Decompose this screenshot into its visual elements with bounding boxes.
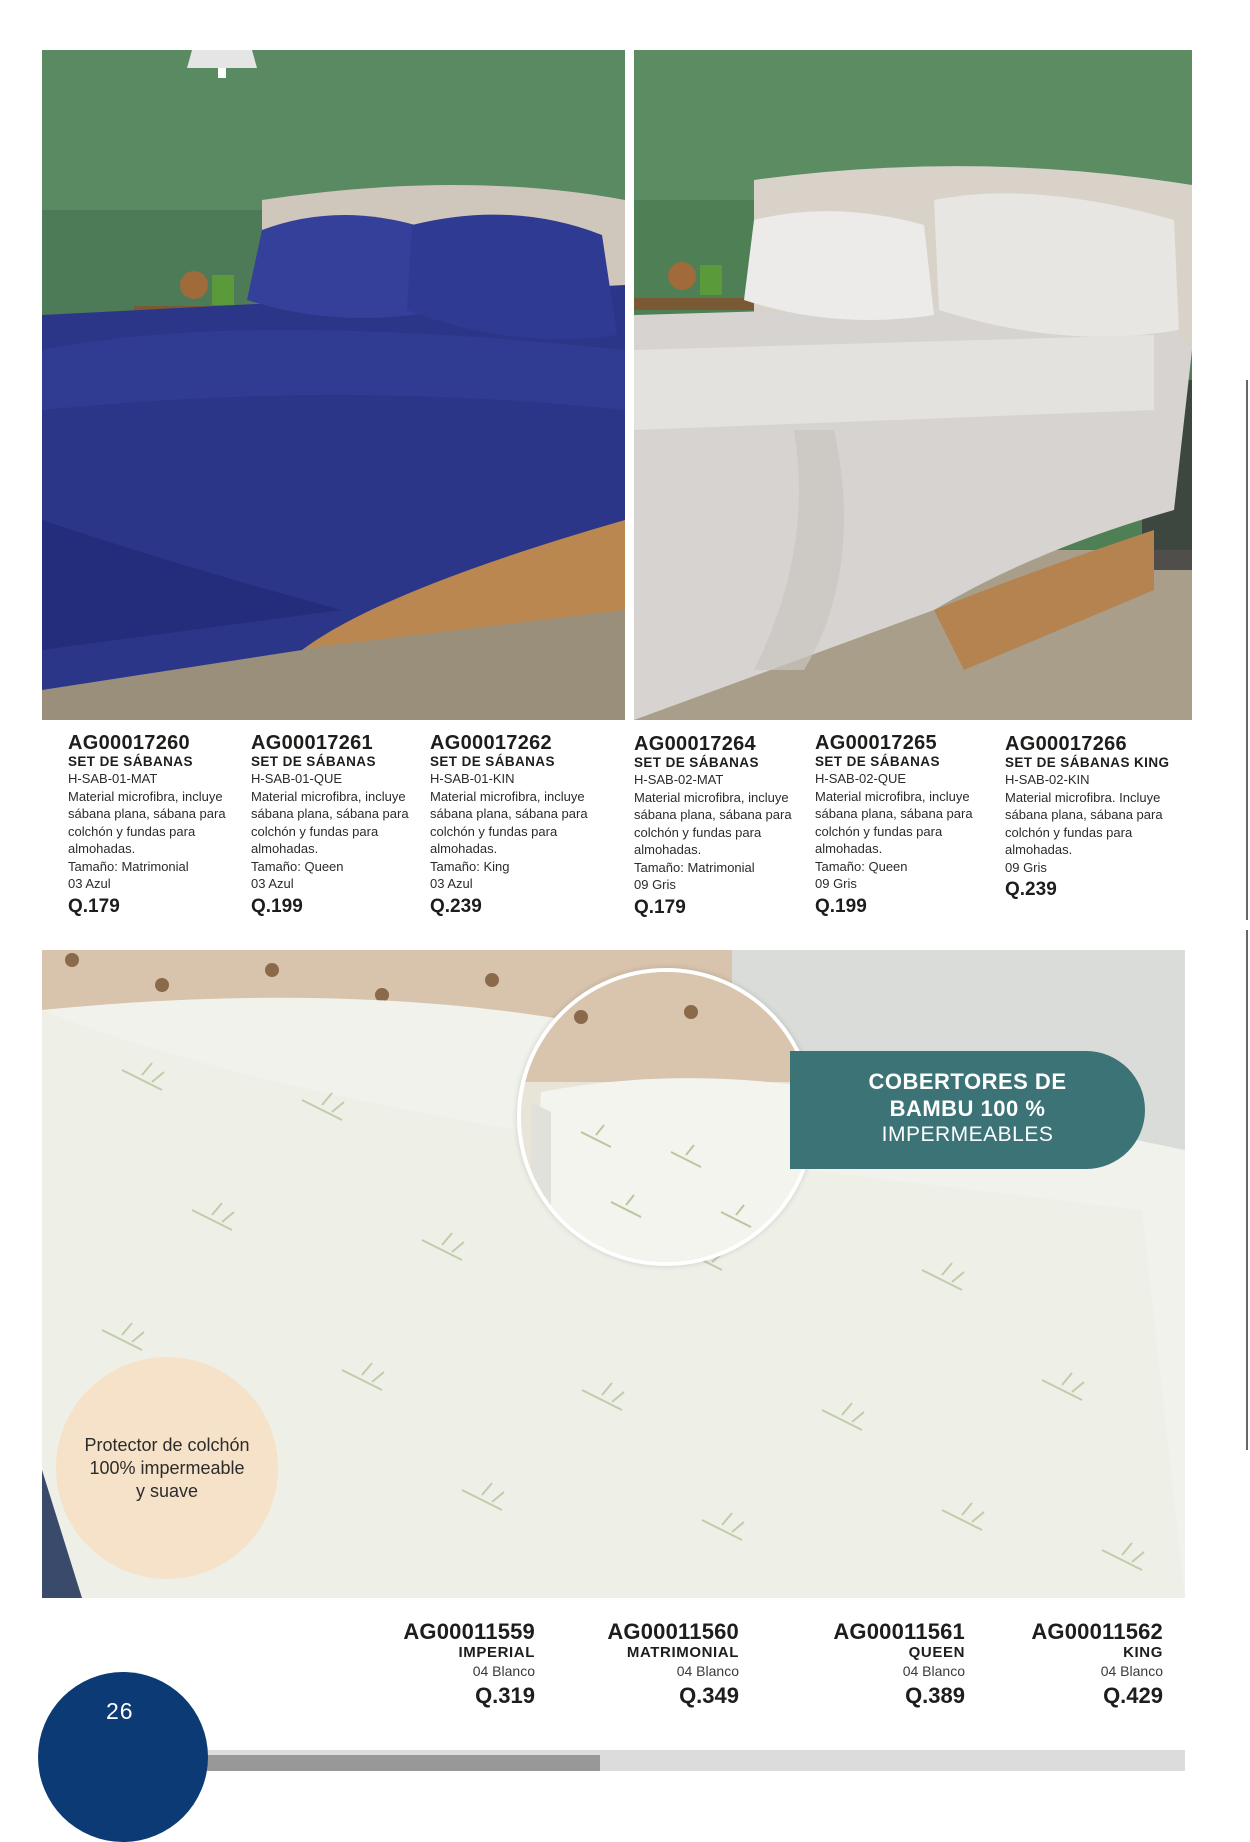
product-sheet-set-5 (815, 732, 993, 918)
product-desc-line: colchón y fundas para (1005, 824, 1133, 840)
product-color: 04 Blanco (472, 1663, 535, 1679)
product-desc-line: almohadas. (815, 841, 883, 856)
product-size: Tamaño: King (430, 858, 510, 874)
product-code: AG00017262 (430, 732, 552, 754)
product-color: 03 Azul (68, 876, 111, 891)
product-size: Tamaño: Matrimonial (634, 859, 755, 875)
product-code: AG00011559 (403, 1619, 535, 1644)
product-sku: H-SAB-01-KIN (430, 771, 515, 786)
product-price: Q.319 (475, 1683, 535, 1708)
product-sku: H-SAB-02-QUE (815, 771, 907, 786)
product-name: IMPERIAL (458, 1644, 535, 1661)
product-protector-2 (569, 1620, 739, 1710)
product-code: AG00017266 (1005, 733, 1127, 755)
product-sku: H-SAB-01-MAT (68, 771, 158, 786)
photo-grey-sheet-set (634, 50, 1192, 720)
product-code: AG00011560 (607, 1619, 739, 1644)
product-desc-line: sábana plana, sábana para (815, 806, 973, 821)
page-number-badge (38, 1672, 208, 1842)
product-sheet-set-1 (68, 732, 246, 918)
product-desc-line: Material microfibra, incluye (815, 788, 970, 804)
product-price: Q.349 (679, 1683, 739, 1708)
product-sheet-set-3 (430, 732, 608, 918)
product-name: QUEEN (908, 1644, 965, 1661)
banner-line-1: COBERTORES DE (868, 1069, 1067, 1094)
product-price: Q.239 (430, 895, 482, 917)
promo-banner (790, 1051, 1145, 1169)
product-size: Tamaño: Queen (251, 858, 344, 874)
product-price: Q.179 (68, 895, 120, 917)
product-desc-line: sábana plana, sábana para (251, 806, 409, 821)
product-price: Q.199 (251, 895, 303, 917)
photo-blue-sheet-set (42, 50, 625, 720)
product-desc-line: almohadas. (634, 842, 702, 857)
product-sheet-set-4 (634, 733, 812, 919)
product-code: AG00017260 (68, 732, 190, 754)
page-number: 26 (106, 1698, 134, 1724)
product-sheet-set-2 (251, 732, 429, 918)
product-desc-line: almohadas. (430, 841, 498, 856)
product-color: 04 Blanco (902, 1663, 965, 1679)
product-code: AG00017261 (251, 732, 373, 754)
product-desc-line: almohadas. (68, 841, 136, 856)
product-name: KING (1123, 1644, 1163, 1661)
product-desc-line: sábana plana, sábana para (430, 806, 588, 821)
product-color: 09 Gris (815, 876, 857, 891)
product-sku: H-SAB-02-MAT (634, 772, 724, 787)
product-sku: H-SAB-01-QUE (251, 771, 343, 786)
inset-protector-closeup (517, 968, 815, 1266)
product-desc-line: colchón y fundas para (68, 823, 196, 839)
feature-badge (56, 1357, 278, 1579)
product-name: SET DE SÁBANAS (251, 754, 376, 769)
product-desc-line: Material microfibra, incluye (251, 788, 406, 804)
product-name: SET DE SÁBANAS KING (1005, 755, 1170, 770)
badge-line-3: y suave (135, 1480, 199, 1501)
product-sheet-set-6 (1005, 733, 1195, 901)
product-price: Q.389 (905, 1683, 965, 1708)
product-desc-line: Material microfibra, incluye (430, 788, 585, 804)
product-price: Q.199 (815, 895, 867, 917)
product-desc-line: sábana plana, sábana para (68, 806, 226, 821)
product-desc-line: colchón y fundas para (430, 823, 558, 839)
badge-line-2: 100% impermeable (89, 1457, 245, 1478)
product-size: Tamaño: Queen (815, 858, 908, 874)
bottom-photo-strip-shadow (200, 1755, 600, 1771)
product-desc-line: sábana plana, sábana para (634, 807, 792, 822)
product-desc-line: colchón y fundas para (251, 823, 379, 839)
product-desc-line: almohadas. (251, 841, 319, 856)
product-protector-3 (795, 1620, 965, 1710)
product-color: 09 Gris (1005, 859, 1047, 875)
page-edge-rule (1246, 380, 1248, 920)
page-edge-rule (1246, 930, 1248, 1450)
banner-line-2: BAMBU 100 % (889, 1096, 1046, 1121)
product-desc-line: Material microfibra, incluye (634, 789, 789, 805)
product-color: 03 Azul (430, 876, 473, 891)
product-name: SET DE SÁBANAS (430, 754, 555, 769)
product-sku: H-SAB-02-KIN (1005, 772, 1090, 787)
product-color: 09 Gris (634, 877, 676, 892)
product-code: AG00011561 (833, 1619, 965, 1644)
product-desc-line: colchón y fundas para (815, 823, 943, 839)
product-code: AG00011562 (1031, 1619, 1163, 1644)
product-desc-line: sábana plana, sábana para (1005, 807, 1163, 822)
product-code: AG00017264 (634, 733, 756, 755)
product-size: Tamaño: Matrimonial (68, 858, 189, 874)
product-color: 03 Azul (251, 876, 294, 891)
product-name: SET DE SÁBANAS (815, 754, 940, 769)
badge-line-1: Protector de colchón (84, 1434, 250, 1455)
product-price: Q.429 (1103, 1683, 1163, 1708)
product-protector-4 (993, 1620, 1163, 1710)
product-name: SET DE SÁBANAS (634, 755, 759, 770)
product-desc-line: almohadas. (1005, 842, 1073, 857)
product-desc-line: Material microfibra, incluye (68, 788, 223, 804)
product-color: 04 Blanco (1100, 1663, 1163, 1679)
banner-line-3: IMPERMEABLES (881, 1123, 1054, 1146)
product-price: Q.179 (634, 896, 686, 918)
product-price: Q.239 (1005, 879, 1057, 900)
product-desc-line: Material microfibra. Incluye (1005, 789, 1161, 805)
product-name: MATRIMONIAL (626, 1644, 739, 1661)
product-protector-1 (365, 1620, 535, 1710)
product-desc-line: colchón y fundas para (634, 824, 762, 840)
product-code: AG00017265 (815, 732, 937, 754)
product-name: SET DE SÁBANAS (68, 754, 193, 769)
product-color: 04 Blanco (676, 1663, 739, 1679)
